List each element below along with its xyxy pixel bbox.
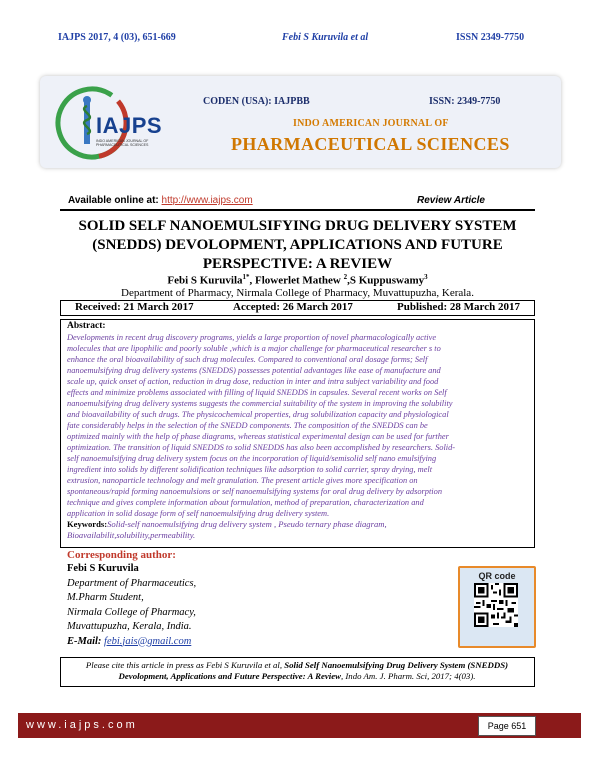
abstract-line: Developments in recent drug discovery programs, yields a large proportion of novel pharmacologically active	[67, 333, 437, 342]
corresponding-author-heading: Corresponding author:	[67, 549, 176, 561]
qr-code-icon	[474, 583, 518, 627]
abstract-body	[67, 332, 527, 519]
abstract-line: ingredient into solids by different solidification techniques like adsorption to solid carrier, spray drying, melt	[67, 465, 433, 474]
corresponding-author-line: Muvattupuzha, Kerala, India.	[67, 621, 192, 632]
corresponding-author-line: Nirmala College of Pharmacy,	[67, 606, 196, 618]
citation-title: Solid Self Nanoemulsifying Drug Delivery System (SNEDDS) Devolopment, Applications and Future Perspective: A Review	[118, 660, 509, 681]
corresponding-author-line: M.Pharm Student,	[67, 592, 144, 603]
abstract-line: molecules that are lipophilic and poorly soluble ,which is a major challenge for pharmaceutical researcher s to	[67, 344, 441, 353]
running-header-issn: ISSN 2349-7750	[456, 32, 525, 43]
author-name: ,S Kuppuswamy	[347, 274, 425, 287]
journal-name-line1: INDO AMERICAN JOURNAL OF	[293, 118, 449, 129]
logo-text: IAJPS	[96, 113, 163, 138]
abstract-heading: Abstract:	[67, 321, 106, 331]
keywords-text: Bioavailabilit,solubility,permeability.	[67, 530, 196, 540]
keywords-label: Keywords:	[67, 519, 108, 529]
author-affiliation-mark: 3	[424, 273, 428, 281]
article-title	[60, 217, 535, 274]
banner-issn: ISSN: 2349-7750	[429, 96, 501, 107]
corresponding-author-line: Department of Pharmaceutics,	[67, 577, 197, 589]
abstract-line: application in solid dosage form of self nanoemulsifying drug delivery system.	[67, 509, 330, 518]
keywords-text: Solid-self nanoemulsifying drug delivery system , Pseudo ternary phase diagram,	[107, 519, 387, 529]
received-date: Received: 21 March 2017	[75, 301, 194, 313]
running-header-citation: IAJPS 2017, 4 (03), 651-669	[58, 32, 176, 43]
logo-wordmark	[96, 95, 206, 157]
abstract-line: and bioavailability of such drugs. The physicochemical properties, drug solubilization capacity and physiological	[67, 410, 449, 419]
abstract-line: scale up, quick onset of action, reduction in drug dose, reduction in inter and intra subject variability and food	[67, 377, 439, 386]
journal-website-link[interactable]: http://www.iajps.com	[161, 195, 253, 206]
author-list	[60, 273, 535, 287]
abstract-line: spontaneous/rapid forming nanoemulsions or self nanoemulsifying systems for oral drug delivery by adsorption	[67, 487, 443, 496]
running-header	[58, 32, 538, 48]
logo-subtext: INDO AMERICAN JOURNAL OF PHARMACEUTICAL SCIENCES	[96, 139, 149, 148]
journal-name-line2: PHARMACEUTICAL SCIENCES	[231, 134, 510, 154]
email-label: E-Mail:	[67, 635, 102, 647]
footer-url: www.iajps.com	[26, 719, 138, 731]
abstract-line: nanoemulsifying drug delivery systems suggests the commercial suitability of the system in improving the solubility	[67, 399, 453, 408]
abstract-line: optimized mainly with the help of phase diagrams, whereas statistical experimental design can be used for further	[67, 432, 449, 441]
dates-box	[60, 300, 535, 316]
abstract-line: self nanoemulsifying drug delivery system focus on the incorporation of liquid/semisolid self nano emulsifying	[67, 454, 437, 463]
coden: CODEN (USA): IAJPBB	[203, 96, 310, 107]
corresponding-author-block	[67, 562, 196, 649]
abstract-line: effects and minimize problems associated with filling of liquid SNEDDS in capsules. Several recent works on Self	[67, 388, 447, 397]
availability-label: Available online at:	[68, 195, 159, 206]
abstract-line: nanoemulsifying drug delivery systems (SNEDDS) possesses potential advantages like ease of manufacture and	[67, 366, 441, 375]
page-number: Page 651	[478, 716, 536, 736]
title-line: PERSPECTIVE: A REVIEW	[202, 256, 393, 272]
author-name: Febi S Kuruvila	[167, 274, 243, 287]
accepted-date: Accepted: 26 March 2017	[233, 301, 353, 313]
author-email-link[interactable]: febi.jais@gmail.com	[104, 635, 192, 647]
keywords	[67, 519, 527, 541]
citation-text	[62, 660, 532, 682]
title-line: (SNEDDS) DEVOLOPMENT, APPLICATIONS AND FUTURE	[92, 237, 503, 253]
qr-code-label: QR code	[478, 571, 516, 581]
running-header-author: Febi S Kuruvila et al	[282, 32, 369, 43]
citation-prefix: Please cite this article in press as Febi S Kuruvila et al,	[85, 660, 285, 670]
header-divider	[60, 209, 535, 211]
abstract-line: enhance the oral bioavailability of such drug molecules. Compared to conventional oral dosage forms; Self	[67, 355, 428, 364]
abstract-line: technique and gives complete information about formulation, method of preparation, characterization and	[67, 498, 424, 507]
article-type: Review Article	[417, 195, 485, 206]
corresponding-author-name: Febi S Kuruvila	[67, 563, 139, 574]
abstract-line: extrusion, nanoparticle technology and melt granulation. The present article gives more specification on	[67, 476, 418, 485]
author-name: , Flowerlet Mathew	[249, 274, 344, 287]
availability	[68, 195, 253, 206]
abstract-line: fate considerably helps in the selection of the SNEDD components. The composition of the SNEDDS can be	[67, 421, 428, 430]
title-line: SOLID SELF NANOEMULSIFYING DRUG DELIVERY SYSTEM	[78, 218, 517, 234]
author-affiliation-mark: 1*	[242, 273, 250, 281]
affiliation: Department of Pharmacy, Nirmala College of Pharmacy, Muvattupuzha, Kerala.	[121, 287, 474, 299]
author-affiliation-mark: 2	[343, 273, 348, 281]
published-date: Published: 28 March 2017	[397, 301, 520, 313]
abstract-line: optimization. The transition of liquid SNEDDS to solid SNEDDS has also been accomplished by researchers. Solid-	[67, 443, 456, 452]
citation-suffix: , Indo Am. J. Pharm. Sci, 2017; 4(03).	[340, 671, 476, 681]
